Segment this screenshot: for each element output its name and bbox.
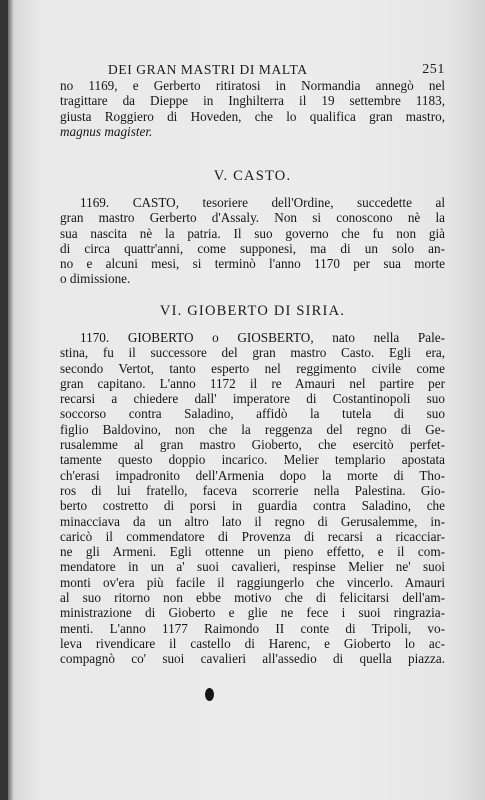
text-line: rusalemme al gran mastro Gioberto, che esercitò perfet- (60, 437, 445, 453)
text-line: al suo ritorno non ebbe motivo che di felicitarsi dell'am- (60, 590, 445, 606)
section-heading-v: V. CASTO. (213, 168, 292, 184)
scan-left-edge (0, 0, 8, 800)
text-line: mendatore in un a' suoi cavalieri, respinse Melier ne' suoi (60, 559, 445, 575)
text-line: tamente questo doppio incarico. Melier templario apostata (60, 452, 445, 468)
text-line: ros di lui fratello, faceva scorrerie nella Palestina. Gio- (60, 482, 445, 498)
text-line: minacciava da un altro lato il regno di Gerusalemme, in- (60, 513, 445, 529)
text-line: compagnò co' suoi cavalieri all'assedio di quella piazza. (60, 651, 445, 667)
text-line: soccorso contra Saladino, affidò la tutela di suo (60, 406, 445, 422)
text-line: tragittare da Dieppe in Inghilterra il 19 settembre 1183, (60, 93, 445, 109)
text-line: 1169. CASTO, tesoriere dell'Ordine, succedette al (80, 195, 445, 210)
running-title: DEI GRAN MASTRI DI MALTA (108, 62, 308, 77)
intro-paragraph (60, 78, 445, 139)
text-line: figlio Baldovino, non che la reggenza del regno di Ge- (60, 421, 445, 437)
text-line: 1170. GIOBERTO o GIOSBERTO, nato nella Pale- (80, 330, 445, 345)
text-line: secondo Vertot, tanto esperto nel reggimento civile come (60, 360, 445, 376)
text-line: leva rivendicare il castello di Harenc, e Gioberto lo ac- (60, 635, 445, 651)
text-line: menti. L'anno 1177 Raimondo II conte di Tripoli, vo- (60, 620, 445, 636)
text-line: ch'erasi impadronito dell'Armenia dopo la morte di Tho- (60, 467, 445, 483)
text-line: no e alcuni mesi, si terminò l'anno 1170 per sua morte (60, 256, 445, 272)
text-line: giusta Roggiero di Hoveden, che lo qualifica gran mastro, (60, 108, 445, 124)
text-line: caricò il commendatore di Provenza di recarsi a ricacciar- (60, 528, 445, 544)
text-line: o dimissione. (60, 271, 131, 287)
text-line: ne gli Armeni. Egli ottenne un pieno effetto, e il com- (60, 544, 445, 560)
text-line: di circa quattr'anni, come supponesi, ma di un solo an- (60, 240, 445, 256)
section-v-paragraph (60, 195, 445, 287)
ink-spot (205, 688, 214, 701)
text-line: gran mastro Gerberto d'Assaly. Non si conoscono nè la (60, 210, 445, 226)
page-number: 251 (422, 62, 445, 77)
text-line: sua nascita nè la patria. Il suo governo che fu non già (60, 225, 445, 241)
text-line: berto costretto di porsi in guardia contra Saladino, che (60, 498, 445, 514)
section-heading-vi: VI. GIOBERTO DI SIRIA. (159, 303, 346, 319)
text-line: no 1169, e Gerberto ritiratosi in Normandia annegò nel (60, 78, 445, 93)
text-line: ministrazione di Gioberto e glie ne fece i suoi ringrazia- (60, 605, 445, 621)
section-vi-paragraph (60, 330, 445, 667)
text-line: monti ov'era più facile il raggiungerlo che vincerlo. Amauri (60, 574, 445, 590)
text-line: magnus magister. (60, 123, 153, 139)
text-line: recarsi a chiedere dall' imperatore di Costantinopoli suo (60, 391, 445, 407)
text-line: stina, fu il successore del gran mastro Casto. Egli era, (60, 345, 445, 361)
text-line: gran capitano. L'anno 1172 il re Amauri nel partire per (60, 375, 445, 391)
